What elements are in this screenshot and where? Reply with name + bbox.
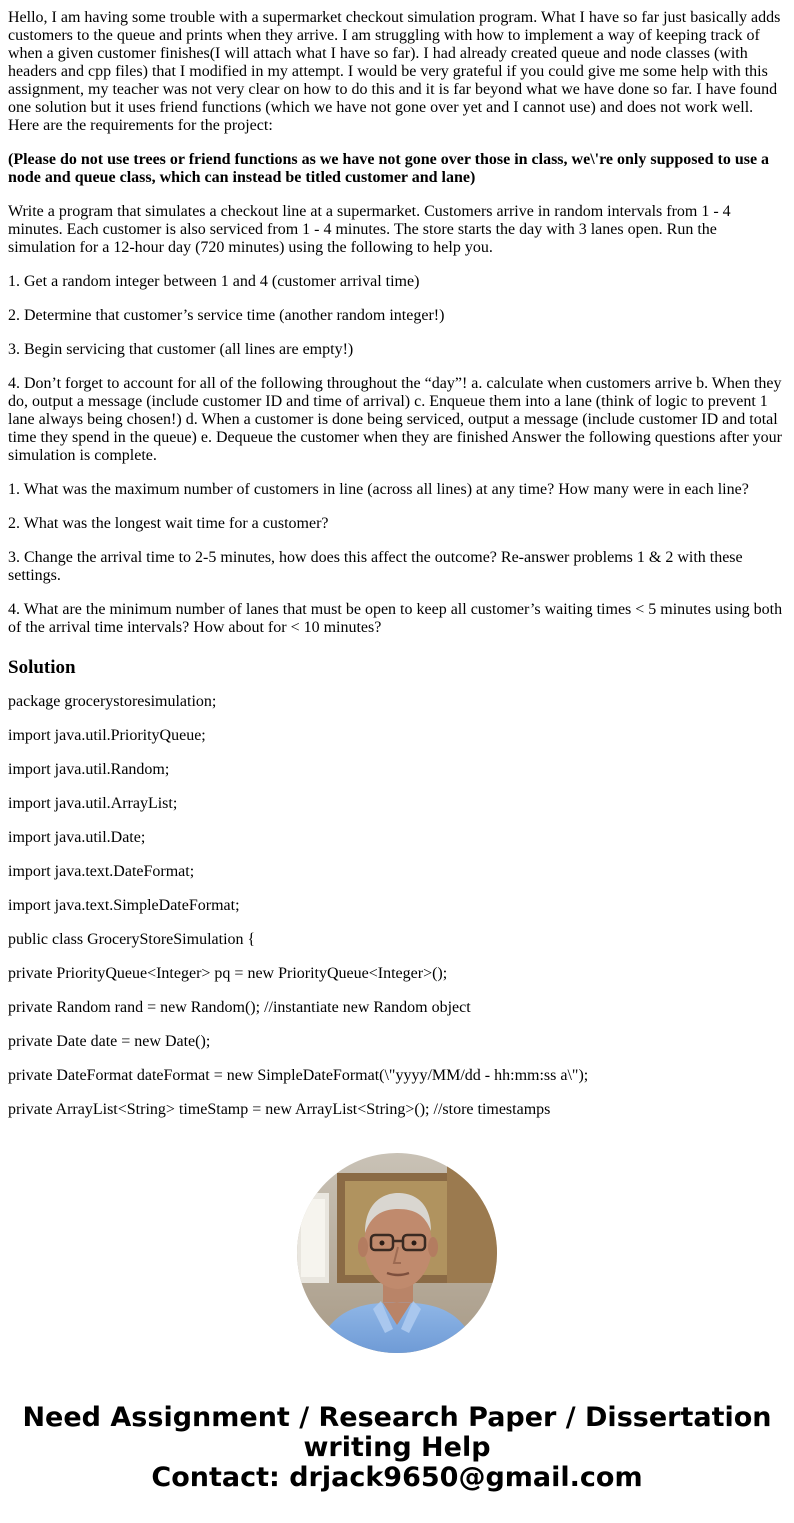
solution-heading: Solution — [8, 657, 76, 678]
promo-contact: Contact: drjack9650@gmail.com — [151, 1462, 643, 1493]
question-item: 1. What was the maximum number of customers in line (across all lines) at any time? How many were in each line? — [8, 481, 749, 498]
code-line: import java.util.Random; — [8, 761, 170, 778]
code-line: private DateFormat dateFormat = new SimpleDateFormat(\"yyyy/MM/dd - hh:mm:ss a\"); — [8, 1067, 589, 1084]
question-item: 3. Change the arrival time to 2-5 minutes, how does this affect the outcome? Re-answer problems 1 & 2 with these settings. — [8, 549, 743, 584]
code-line: import java.text.SimpleDateFormat; — [8, 897, 240, 914]
code-line: private Date date = new Date(); — [8, 1033, 211, 1050]
code-line: private PriorityQueue<Integer> pq = new PriorityQueue<Integer>(); — [8, 965, 448, 982]
code-line: package grocerystoresimulation; — [8, 693, 217, 710]
promo-line-1: Need Assignment / Research Paper / Dissertation — [22, 1402, 772, 1433]
code-line: import java.util.ArrayList; — [8, 795, 178, 812]
code-line: import java.util.Date; — [8, 829, 146, 846]
code-line: private ArrayList<String> timeStamp = new ArrayList<String>(); //store timestamps — [8, 1101, 551, 1118]
question-item: 4. What are the minimum number of lanes that must be open to keep all customer’s waiting times < 5 minutes using both of the arrival time intervals? How about for < 10 minutes? — [8, 601, 783, 636]
question-item: 2. What was the longest wait time for a customer? — [8, 515, 329, 532]
question-intro: Hello, I am having some trouble with a supermarket checkout simulation program. What I have so far just basically adds customers to the queue and prints when they arrive. I am struggling with how to implement a way of keeping track of when a given customer finishes(I will attach what I have so far). I had already created queue and node classes (with headers and cpp files) that I modified in my attempt. I would be very grateful if you could give me some help with this assignment, my teacher was not very clear on how to do this and it is far beyond what we have done so far. I have found one solution but it uses friend functions (which we have not gone over yet and I cannot use) and does not work well. Here are the requirements for the project: — [8, 9, 781, 134]
code-line: import java.text.DateFormat; — [8, 863, 195, 880]
step-item: 4. Don’t forget to account for all of the following throughout the “day”! a. calculate when customers arrive b. When they do, output a message (include customer ID and time of arrival) c. Enqueue them into a lane (think of logic to prevent 1 lane always being chosen!) d. When a customer is done being serviced, output a message (include customer ID and total time they spend in the queue) e. Dequeue the customer when they are finished Answer the following questions after your simulation is complete. — [8, 375, 782, 464]
code-line: private Random rand = new Random(); //instantiate new Random object — [8, 999, 471, 1016]
code-line: import java.util.PriorityQueue; — [8, 727, 206, 744]
avatar-portrait-image — [297, 1153, 497, 1353]
promo-line-2: writing Help — [303, 1432, 491, 1463]
step-item: 2. Determine that customer’s service time (another random integer!) — [8, 307, 445, 324]
question-constraint-note: (Please do not use trees or friend functions as we have not gone over those in class, we\'re only supposed to use a node and queue class, which can instead be titled customer and lane) — [8, 151, 770, 186]
step-item: 3. Begin servicing that customer (all lines are empty!) — [8, 341, 354, 358]
step-item: 1. Get a random integer between 1 and 4 (customer arrival time) — [8, 273, 420, 290]
avatar — [297, 1153, 497, 1353]
assignment-description: Write a program that simulates a checkout line at a supermarket. Customers arrive in random intervals from 1 - 4 minutes. Each customer is also serviced from 1 - 4 minutes. The store starts the day with 3 lanes open. Run the simulation for a 12-hour day (720 minutes) using the following to help you. — [8, 203, 731, 256]
code-line: public class GroceryStoreSimulation { — [8, 931, 256, 948]
article-body — [8, 9, 786, 1135]
promo-banner — [0, 1403, 794, 1493]
